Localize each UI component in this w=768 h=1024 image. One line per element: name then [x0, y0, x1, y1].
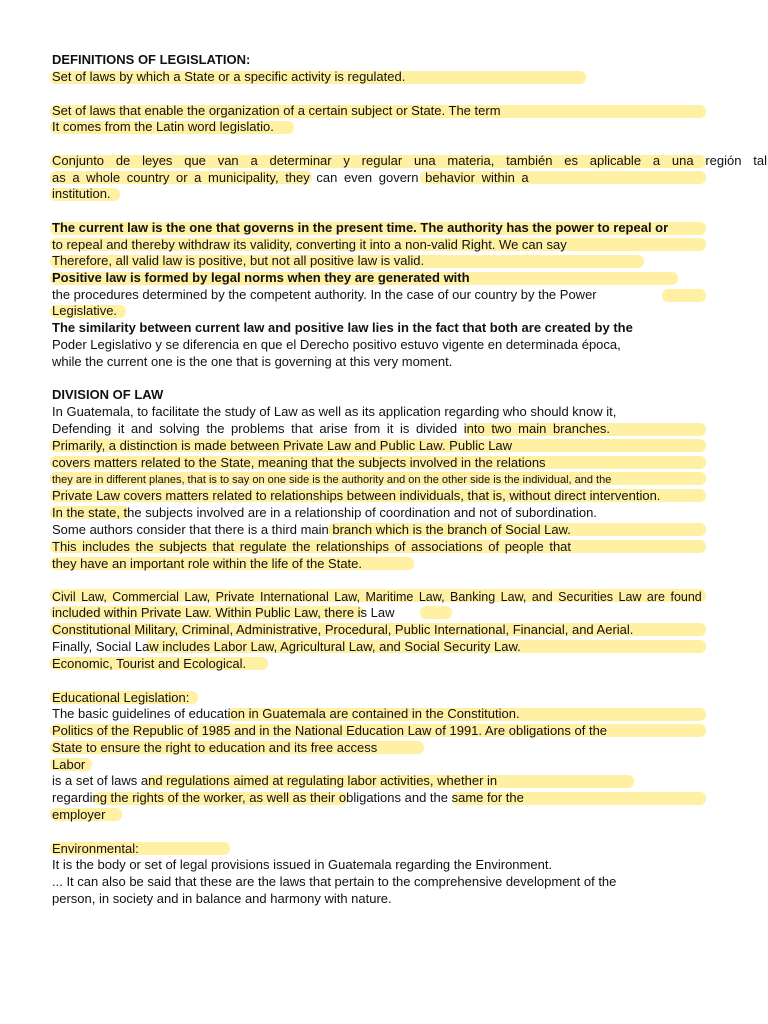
labor-heading: Labor	[52, 757, 86, 772]
definition-line: as a whole country or a municipality, they can even govern behavior within a	[52, 170, 529, 185]
definition-line: It comes from the Latin word legislatio.	[52, 119, 274, 134]
definition-line: Set of laws that enable the organization of a certain subject or State. The term	[52, 103, 501, 118]
heading-definitions: DEFINITIONS OF LEGISLATION:	[52, 52, 251, 67]
education-line: The basic guidelines of education in Guatemala are contained in the Constitution.	[52, 706, 520, 721]
branch-line: Constitutional Military, Criminal, Administrative, Procedural, Public International, Financial, and Aerial.	[52, 622, 634, 637]
highlight-mark	[662, 289, 706, 302]
division-line: This includes the subjects that regulate the relationships of associations of people that	[52, 539, 572, 554]
division-line: Defending it and solving the problems that arise from it is divided into two main branches.	[52, 421, 611, 436]
environment-heading: Environmental:	[52, 841, 139, 856]
branch-line: included within Private Law. Within Public Law, there is Law	[52, 605, 395, 620]
division-line: Private Law covers matters related to relationships between individuals, that is, without direct intervention.	[52, 488, 661, 503]
branch-line: Finally, Social Law includes Labor Law, Agricultural Law, and Social Security Law.	[52, 639, 521, 654]
branch-line: Economic, Tourist and Ecological.	[52, 656, 247, 671]
division-line: they have an important role within the life of the State.	[52, 556, 363, 571]
highlight-mark	[420, 606, 452, 619]
law-line: Legislative.	[52, 303, 118, 318]
environment-line: person, in society and in balance and harmony with nature.	[52, 891, 392, 906]
definition-line: institution.	[52, 186, 111, 201]
labor-line: is a set of laws and regulations aimed at regulating labor activities, whether in	[52, 773, 498, 788]
division-line: Some authors consider that there is a third main branch which is the branch of Social Law.	[52, 522, 571, 537]
division-line: In the state, the subjects involved are in a relationship of coordination and not of subordination.	[52, 505, 597, 520]
branch-line: Civil Law, Commercial Law, Private International Law, Maritime Law, Banking Law, and Securities Law are found	[52, 590, 702, 604]
environment-line: ... It can also be said that these are the laws that pertain to the comprehensive development of the	[52, 874, 617, 889]
education-line: Politics of the Republic of 1985 and in the National Education Law of 1991. Are obligations of the	[52, 723, 608, 738]
environment-line: It is the body or set of legal provisions issued in Guatemala regarding the Environment.	[52, 857, 553, 872]
division-line: they are in different planes, that is to say on one side is the authority and on the other side is the individual, and the	[52, 474, 612, 486]
heading-division: DIVISION OF LAW	[52, 387, 164, 402]
law-line: the procedures determined by the competent authority. In the case of our country by the Power	[52, 287, 597, 302]
definition-line: Set of laws by which a State or a specific activity is regulated.	[52, 69, 406, 84]
law-line: to repeal and thereby withdraw its validity, converting it into a non-valid Right. We can say	[52, 237, 567, 252]
labor-line: regarding the rights of the worker, as well as their obligations and the same for the	[52, 790, 524, 805]
labor-line: employer	[52, 807, 106, 822]
law-line-bold: The current law is the one that governs in the present time. The authority has the power to repeal or	[52, 220, 669, 235]
law-line-bold: Positive law is formed by legal norms when they are generated with	[52, 270, 470, 285]
law-line: Therefore, all valid law is positive, but not all positive law is valid.	[52, 253, 425, 268]
education-line: State to ensure the right to education and its free access	[52, 740, 378, 755]
law-line-bold: The similarity between current law and positive law lies in the fact that both are created by the	[52, 320, 633, 335]
definition-line: Conjunto de leyes que van a determinar y regular una materia, también es aplicable a una región tal	[52, 153, 767, 168]
division-line: covers matters related to the State, meaning that the subjects involved in the relations	[52, 455, 546, 470]
division-line: Primarily, a distinction is made between Private Law and Public Law. Public Law	[52, 438, 513, 453]
division-line: In Guatemala, to facilitate the study of Law as well as its application regarding who should know it,	[52, 404, 617, 419]
education-heading: Educational Legislation:	[52, 690, 190, 705]
law-line: while the current one is the one that is governing at this very moment.	[52, 354, 453, 369]
law-line: Poder Legislativo y se diferencia en que el Derecho positivo estuvo vigente en determinada época,	[52, 337, 621, 352]
